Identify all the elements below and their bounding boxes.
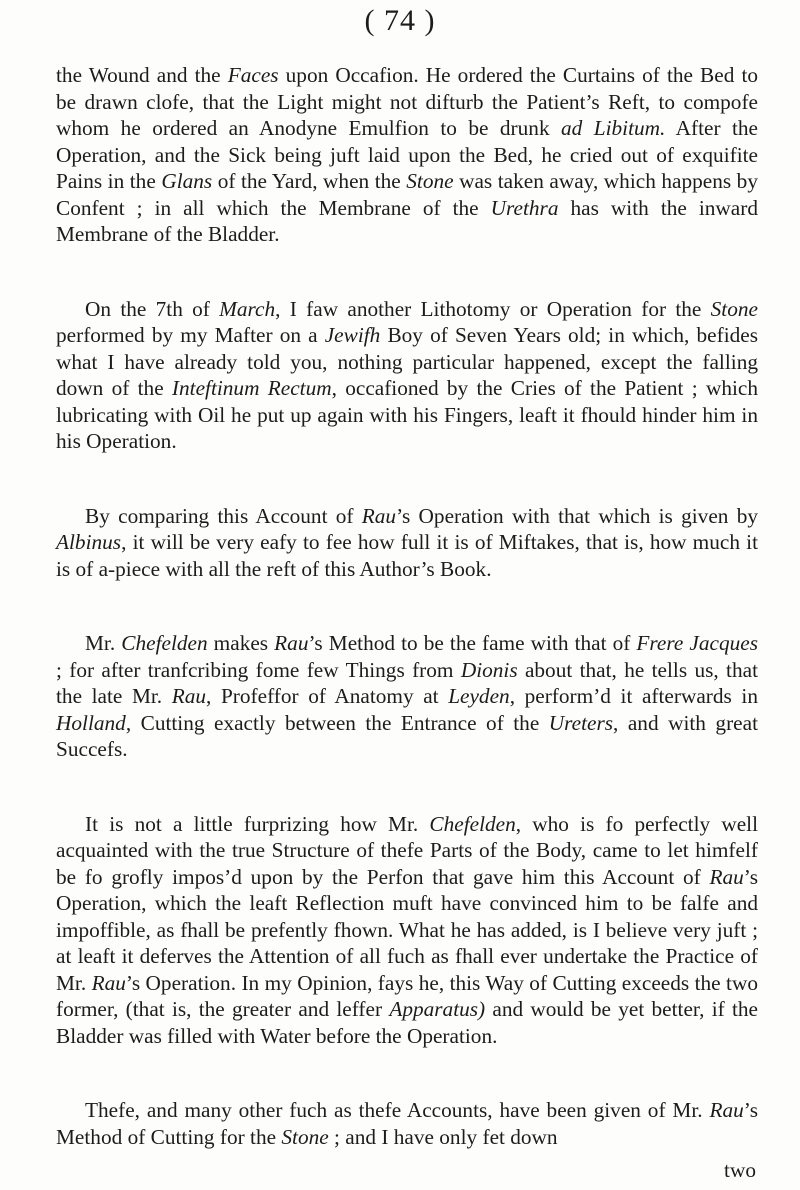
italic-text-run: Chefelden	[429, 811, 516, 836]
body-text	[56, 62, 758, 1150]
italic-text-run: Rau	[709, 1098, 744, 1122]
paragraph	[56, 503, 758, 583]
italic-text-run: Albinus	[56, 530, 122, 554]
paragraph	[56, 811, 758, 1050]
italic-text-run: Rau	[171, 684, 207, 708]
text-run: ’s Method to be the fame with that of	[308, 631, 637, 655]
text-run: , occafioned by the Cries of the Patient ; which lubricating with Oil he put up again with his Fingers, leaft it fhould hinder him in his Operation.	[56, 376, 758, 453]
text-run: Mr.	[85, 631, 122, 655]
italic-text-run: Stone	[406, 169, 454, 193]
italic-text-run: Urethra	[490, 195, 559, 220]
paragraph	[56, 1097, 758, 1150]
text-run: , I faw another Lithotomy or Operation for the	[275, 296, 711, 321]
italic-text-run: Stone	[710, 296, 758, 321]
text-run: , it will be very eafy to fee how full it is of Miftakes, that is, how much it is of a-piece with all the reft of this Author’s Book.	[56, 530, 758, 581]
text-run: performed by my Mafter on a	[56, 323, 325, 347]
text-run: , Profeffor of Anatomy at	[206, 684, 449, 708]
text-run: By comparing this Account of	[85, 503, 362, 528]
italic-text-run: ad Libitum.	[561, 116, 666, 140]
page-number: ( 74 )	[364, 4, 436, 37]
text-run: ; and I have only fet down	[328, 1124, 558, 1149]
text-run: ’s Method of Cutting for the	[56, 1098, 758, 1149]
text-run: about that, he tells us, that the late Mr.	[56, 657, 758, 708]
italic-text-run: Dionis	[460, 657, 518, 682]
text-run: ’s Operation. In my Opinion, fays he, this Way of Cutting exceeds the two former, (that is, the greater and leffer	[56, 970, 758, 1021]
catchword: two	[724, 1158, 756, 1182]
italic-text-run: Leyden	[448, 684, 510, 708]
text-run: has with the inward Membrane of the Bladder.	[56, 195, 758, 246]
text-run: upon Occafion. He ordered the Curtains of the Bed to be drawn clofe, that the Light might not difturb the Patient’s Reft, to compofe whom he ordered an Anodyne Emulfion to be drunk	[56, 63, 759, 140]
paragraph	[56, 630, 758, 763]
italic-text-run: Faces	[227, 63, 279, 87]
italic-text-run: Jewifh	[324, 323, 381, 347]
italic-text-run: Chefelden	[121, 631, 208, 655]
text-run: On the 7th of	[85, 296, 220, 321]
text-run: , and with great Succefs.	[56, 710, 758, 761]
text-run: and would be yet better, if the Bladder was filled with Water before the Operation.	[56, 997, 758, 1048]
text-run: After the Operation, and the Sick being juft laid upon the Bed, he cried out of exquifite Pains in the	[56, 116, 758, 193]
text-run: makes	[207, 631, 275, 655]
text-run: ’s Operation, which the leaft Reflection muft have convinced him to be falfe and impoffible, as fhall be prefently fhown. What he has added, is I believe very juft ; at leaft it deferves the Attention of all fuch as fhall ever undertake the Practice of Mr.	[56, 864, 758, 995]
text-run: the Wound and the	[56, 63, 228, 87]
italic-text-run: Rau	[274, 631, 309, 655]
text-run: ; for after tranfcribing fome few Things from	[56, 657, 461, 682]
italic-text-run: Rau	[361, 503, 397, 528]
italic-text-run: March	[219, 296, 276, 321]
text-run: , perform’d it afterwards in	[509, 684, 758, 708]
italic-text-run: Apparatus)	[389, 997, 486, 1021]
text-run: ’s Operation with that which is given by	[396, 503, 758, 528]
italic-text-run: Glans	[161, 169, 213, 193]
italic-text-run: Holland	[56, 710, 126, 735]
text-run: Boy of Seven Years old; in which, befides what I have already told you, nothing particular happened, except the falling down of the	[56, 323, 758, 400]
text-run: , Cutting exactly between the Entrance of the	[125, 710, 549, 735]
text-run: It is not a little furprizing how Mr.	[85, 811, 430, 836]
text-run: , who is fo perfectly well acquainted with the true Structure of thefe Parts of the Body, came to let himfelf be fo grofly impos’d upon by the Perfon that gave him this Account of	[56, 811, 758, 889]
text-run: was taken away, which happens by Confent ; in all which the Membrane of the	[56, 169, 758, 220]
text-run: of the Yard, when the	[212, 169, 407, 193]
paragraph	[56, 62, 758, 248]
italic-text-run: Rau	[91, 970, 126, 995]
italic-text-run: Rau	[709, 864, 744, 889]
italic-text-run: Inteftinum Rectum	[171, 376, 332, 400]
italic-text-run: Stone	[281, 1124, 329, 1149]
italic-text-run: Ureters	[548, 710, 614, 735]
paragraph	[56, 296, 758, 455]
text-run: Thefe, and many other fuch as thefe Accounts, have been given of Mr.	[85, 1098, 710, 1122]
italic-text-run: Frere Jacques	[636, 631, 758, 655]
